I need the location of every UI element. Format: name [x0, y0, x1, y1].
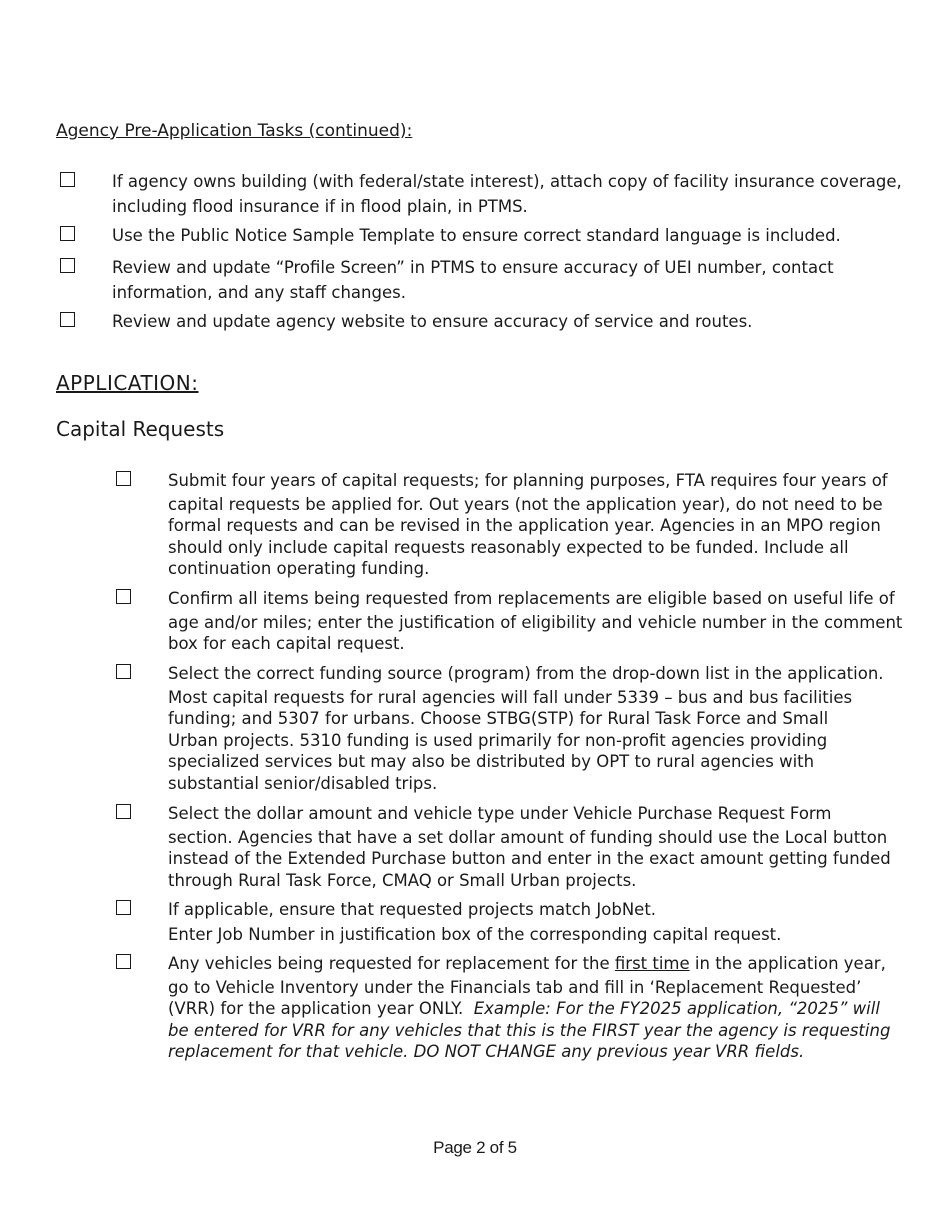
item-line: funding; and 5307 for urbans. Choose STBG(STP) for Rural Task Force and Small [168, 709, 829, 728]
application-title: APPLICATION: [56, 371, 199, 395]
item-line: go to Vehicle Inventory under the Financials tab and fill in ‘Replacement Requested’ [168, 977, 862, 997]
item-line: through Rural Task Force, CMAQ or Small Urban projects. [168, 870, 637, 890]
item-line: Review and update “Profile Screen” in PTMS to ensure accuracy of UEI number, contact [112, 258, 834, 277]
item-line: If agency owns building (with federal/state interest), attach copy of facility insurance coverage, [112, 172, 902, 191]
page-number: Page 2 of 5 [433, 1138, 517, 1157]
item-line [168, 998, 890, 1020]
item-line: information, and any staff changes. [112, 283, 406, 302]
text-segment: in the application year, [689, 954, 886, 973]
item-building-insurance [112, 171, 902, 218]
item-agency-website [112, 311, 752, 333]
item-line: If applicable, ensure that requested projects match JobNet. [168, 900, 657, 919]
item-line: Select the correct funding source (program) from the drop-down list in the application. [168, 664, 884, 683]
item-line: age and/or miles; enter the justification of eligibility and vehicle number in the comment [168, 612, 903, 632]
capital-requests-subtitle: Capital Requests [56, 417, 225, 441]
checkbox-building-insurance[interactable] [60, 172, 75, 187]
item-line: formal requests and can be revised in the application year. Agencies in an MPO region [168, 516, 881, 535]
item-public-notice [112, 225, 841, 247]
item-line: continuation operating funding. [168, 559, 430, 578]
item-profile-screen [112, 257, 834, 304]
item-funding-source [168, 663, 884, 794]
example-text: be entered for VRR for any vehicles that this is the FIRST year the agency is requesting [168, 1020, 891, 1040]
checkbox-funding-source[interactable] [116, 664, 131, 679]
item-line: Most capital requests for rural agencies will fall under 5339 – bus and bus facilities [168, 687, 853, 707]
text-segment: (VRR) for the application year ONLY. [168, 999, 474, 1018]
item-dollar-amount [168, 803, 891, 891]
item-line: Urban projects. 5310 funding is used primarily for non-profit agencies providing [168, 730, 828, 750]
item-line: including flood insurance if in flood plain, in PTMS. [112, 197, 528, 216]
checkbox-jobnet[interactable] [116, 900, 131, 915]
example-text: replacement for that vehicle. DO NOT CHANGE any previous year VRR fields. [168, 1042, 805, 1061]
item-confirm-eligibility [168, 588, 902, 655]
item-vehicle-replacement [168, 953, 890, 1063]
item-line: capital requests be applied for. Out years (not the application year), do not need to be [168, 494, 883, 514]
item-four-years [168, 470, 888, 580]
item-line: should only include capital requests reasonably expected to be funded. Include all [168, 537, 849, 557]
text-segment: Any vehicles being requested for replacement for the [168, 954, 615, 973]
pre-application-heading: Agency Pre-Application Tasks (continued): [56, 121, 413, 141]
item-line: section. Agencies that have a set dollar amount of funding should use the Local button [168, 827, 888, 847]
item-line: specialized services but may also be distributed by OPT to rural agencies with [168, 752, 815, 771]
example-text: Example: For the FY2025 application, “2025” will [473, 999, 880, 1018]
item-jobnet [168, 899, 781, 945]
item-line: Use the Public Notice Sample Template to ensure correct standard language is included. [112, 226, 841, 245]
checkbox-agency-website[interactable] [60, 312, 75, 327]
item-line: instead of the Extended Purchase button and enter in the exact amount getting funded [168, 849, 891, 868]
item-line: Select the dollar amount and vehicle type under Vehicle Purchase Request Form [168, 804, 832, 823]
item-line: Enter Job Number in justification box of the corresponding capital request. [168, 924, 782, 944]
item-line: substantial senior/disabled trips. [168, 773, 438, 793]
checkbox-public-notice[interactable] [60, 226, 75, 241]
checkbox-confirm-eligibility[interactable] [116, 589, 131, 604]
checkbox-profile-screen[interactable] [60, 258, 75, 273]
checkbox-dollar-amount[interactable] [116, 804, 131, 819]
item-line: box for each capital request. [168, 634, 405, 653]
item-line: Confirm all items being requested from replacements are eligible based on useful life of [168, 589, 895, 608]
first-time-emphasis: first time [614, 954, 690, 973]
item-line: Submit four years of capital requests; for planning purposes, FTA requires four years of [168, 471, 888, 490]
item-line: Review and update agency website to ensure accuracy of service and routes. [112, 312, 753, 331]
checkbox-vehicle-replacement[interactable] [116, 954, 131, 969]
item-line [168, 953, 890, 975]
checkbox-four-years[interactable] [116, 471, 131, 486]
